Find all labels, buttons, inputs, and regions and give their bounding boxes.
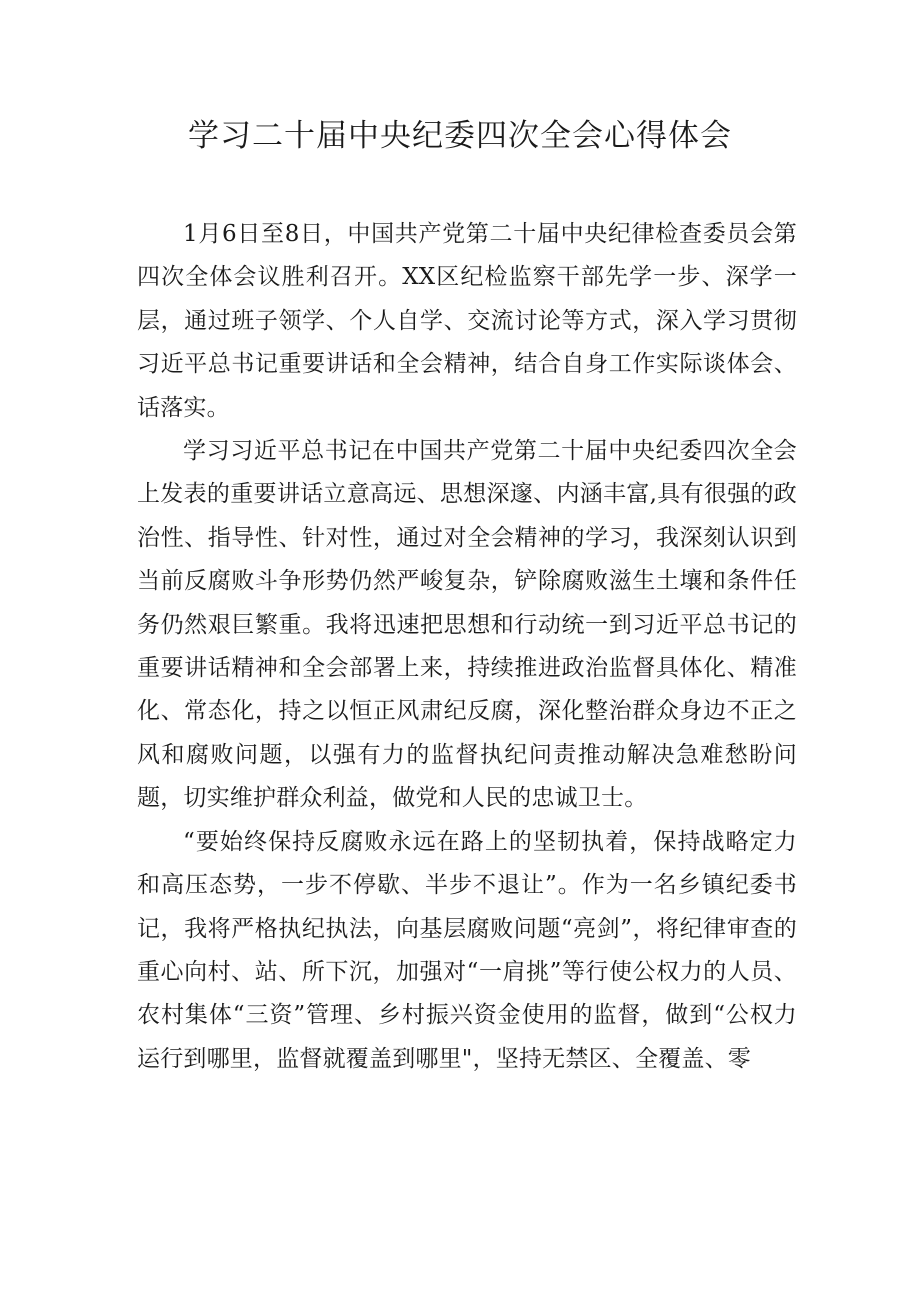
paragraph-1: 1月6日至8日，中国共产党第二十届中央纪律检查委员会第四次全体会议胜利召开。XX区纪检监察干部先学一步、深学一层，通过班子领学、个人自学、交流讨论等方式，深入学习贯彻习近平总书记重要讲话和全会精神，结合自身工作实际谈体会、话落实。 (137, 221, 797, 421)
document-body (137, 213, 797, 1081)
paragraph-3: “要始终保持反腐败永远在路上的坚韧执着，保持战略定力和高压态势，一步不停歇、半步不退让”。作为一名乡镇纪委书记，我将严格执纪执法，向基层腐败问题“亮剑”，将纪律审查的重心向村、站、所下沉，加强对“一肩挑”等行使公权力的人员、农村集体“三资”管理、乡村振兴资金使用的监督，做到“公权力运行到哪里，监督就覆盖到哪里"，坚持无禁区、全覆盖、零 (137, 828, 797, 1072)
document-title: 学习二十届中央纪委四次全会心得体会 (188, 118, 732, 154)
paragraph-2: 学习习近平总书记在中国共产党第二十届中央纪委四次全会上发表的重要讲话立意高远、思想深邃、内涵丰富,具有很强的政治性、指导性、针对性，通过对全会精神的学习，我深刻认识到当前反腐败斗争形势仍然严峻复杂，铲除腐败滋生土壤和条件任务仍然艰巨繁重。我将迅速把思想和行动统一到习近平总书记的重要讲话精神和全会部署上来，持续推进政治监督具体化、精准化、常态化，持之以恒正风肃纪反腐，深化整治群众身边不正之风和腐败问题，以强有力的监督执纪问责推动解决急难愁盼问题，切实维护群众利益，做党和人民的忠诚卫士。 (137, 438, 797, 812)
